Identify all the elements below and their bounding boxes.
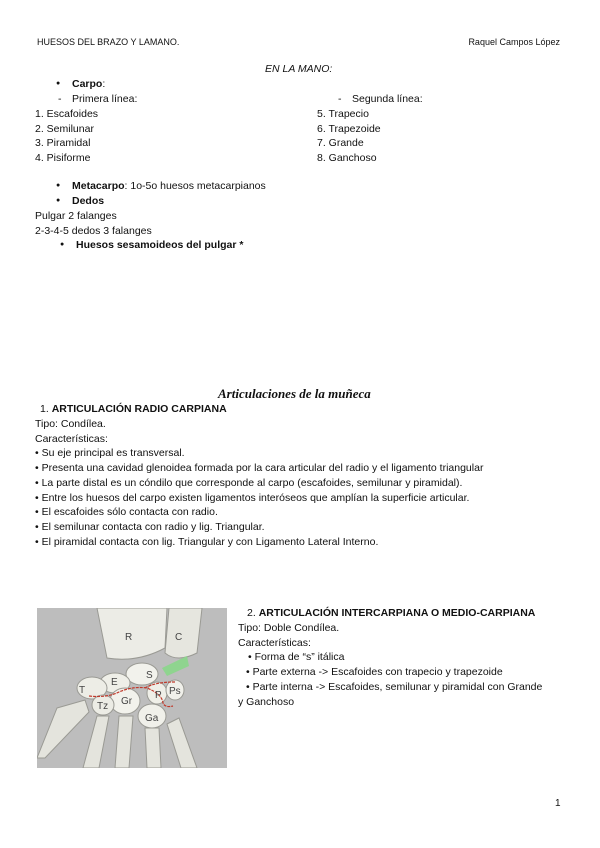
a2-number: 2.	[247, 607, 256, 619]
a2-item: • Parte interna -> Escafoides, semilunar y piramidal con Grande	[246, 680, 543, 693]
label-ganchoso: Ga	[145, 713, 159, 724]
dedos-line: Pulgar 2 falanges	[35, 210, 117, 222]
a2-body	[238, 621, 542, 709]
a1-item: • La parte distal es un cóndilo que corresponde al carpo (escafoides, semilunar y piramidal).	[35, 476, 463, 489]
carpo-bone: 6. Trapezoide	[317, 122, 381, 135]
a2-heading	[247, 607, 535, 619]
a1-item: • El escafoides sólo contacta con radio.	[35, 506, 218, 519]
carpo-bone: 2. Semilunar	[35, 122, 94, 135]
label-piramidal: P	[155, 690, 162, 701]
a1-item: • El semilunar contacta con radio y lig. Triangular.	[35, 520, 265, 533]
carpo-item	[72, 78, 105, 90]
carpo-col1	[35, 107, 98, 166]
a1-tipo: Tipo: Condílea.	[35, 418, 106, 430]
carpo-bone: 7. Grande	[317, 137, 364, 150]
a2-item-cont: y Ganchoso	[238, 695, 295, 708]
a1-item: • Entre los huesos del carpo existen ligamentos interóseos que amplían la superficie articular.	[35, 491, 470, 504]
label-semilunar: S	[146, 670, 153, 681]
a1-item: • Presenta una cavidad glenoidea formada por la cara articular del radio y el ligamento triangular	[35, 462, 484, 475]
label-cubito: C	[175, 632, 183, 643]
wrist-anatomy-svg	[37, 608, 227, 768]
carpo-bone: 3. Piramidal	[35, 137, 91, 150]
a2-item: • Parte externa -> Escafoides con trapecio y trapezoide	[246, 666, 503, 679]
dedos-label: ● Dedos	[72, 195, 104, 207]
label-trapecio: T	[79, 685, 86, 696]
wrist-anatomy-figure	[37, 608, 227, 768]
page-number: 1	[555, 798, 561, 809]
a1-caract: Características:	[35, 432, 108, 445]
carpo-col2	[317, 107, 381, 166]
label-radio: R	[125, 632, 133, 643]
dedos-lines	[35, 209, 152, 238]
sesamoideos-item: ● Huesos sesamoideos del pulgar *	[76, 239, 243, 251]
label-grande: Gr	[121, 696, 133, 707]
a2-tipo: Tipo: Doble Condílea.	[238, 622, 340, 634]
a2-title: ARTICULACIÓN INTERCARPIANA O MEDIO-CARPIANA	[258, 607, 536, 619]
a1-item: • Su eje principal es transversal.	[35, 447, 185, 460]
segunda-linea: - Segunda línea:	[352, 93, 423, 105]
label-pisiforme: Ps	[169, 686, 181, 697]
a2-caract: Características:	[238, 636, 311, 649]
metacarpo-label: Metacarpo	[72, 180, 125, 192]
carpo-bone: 1. Escafoides	[35, 108, 99, 120]
primera-linea: - Primera línea:	[72, 93, 137, 105]
carpo-bone: 4. Pisiforme	[35, 152, 91, 165]
a1-item: • El piramidal contacta con lig. Triangular y con Ligamento Lateral Interno.	[35, 535, 379, 548]
header-title: HUESOS DEL BRAZO Y LAMANO.	[37, 37, 180, 47]
label-trapezoide: Tz	[97, 701, 109, 712]
carpo-label: Carpo	[72, 78, 103, 90]
dedos-line: 2-3-4-5 dedos 3 falanges	[35, 224, 152, 237]
carpo-suffix: :	[102, 78, 106, 90]
metacarpo-text: : 1o-5o huesos metacarpianos	[124, 180, 266, 192]
a1-title: ARTICULACIÓN RADIO CARPIANA	[51, 403, 227, 415]
label-escafoides: E	[111, 677, 118, 688]
a1-body	[35, 417, 483, 549]
mano-heading: EN LA MANO:	[265, 63, 333, 75]
carpo-bone: 5. Trapecio	[317, 108, 369, 120]
section-title: Articulaciones de la muñeca	[218, 386, 371, 401]
a1-heading	[40, 403, 227, 415]
metacarpo-item	[72, 180, 266, 192]
header-author: Raquel Campos López	[468, 37, 560, 47]
a1-number: 1.	[40, 403, 49, 415]
a2-item: • Forma de “s” itálica	[248, 651, 345, 664]
carpo-bone: 8. Ganchoso	[317, 152, 377, 165]
